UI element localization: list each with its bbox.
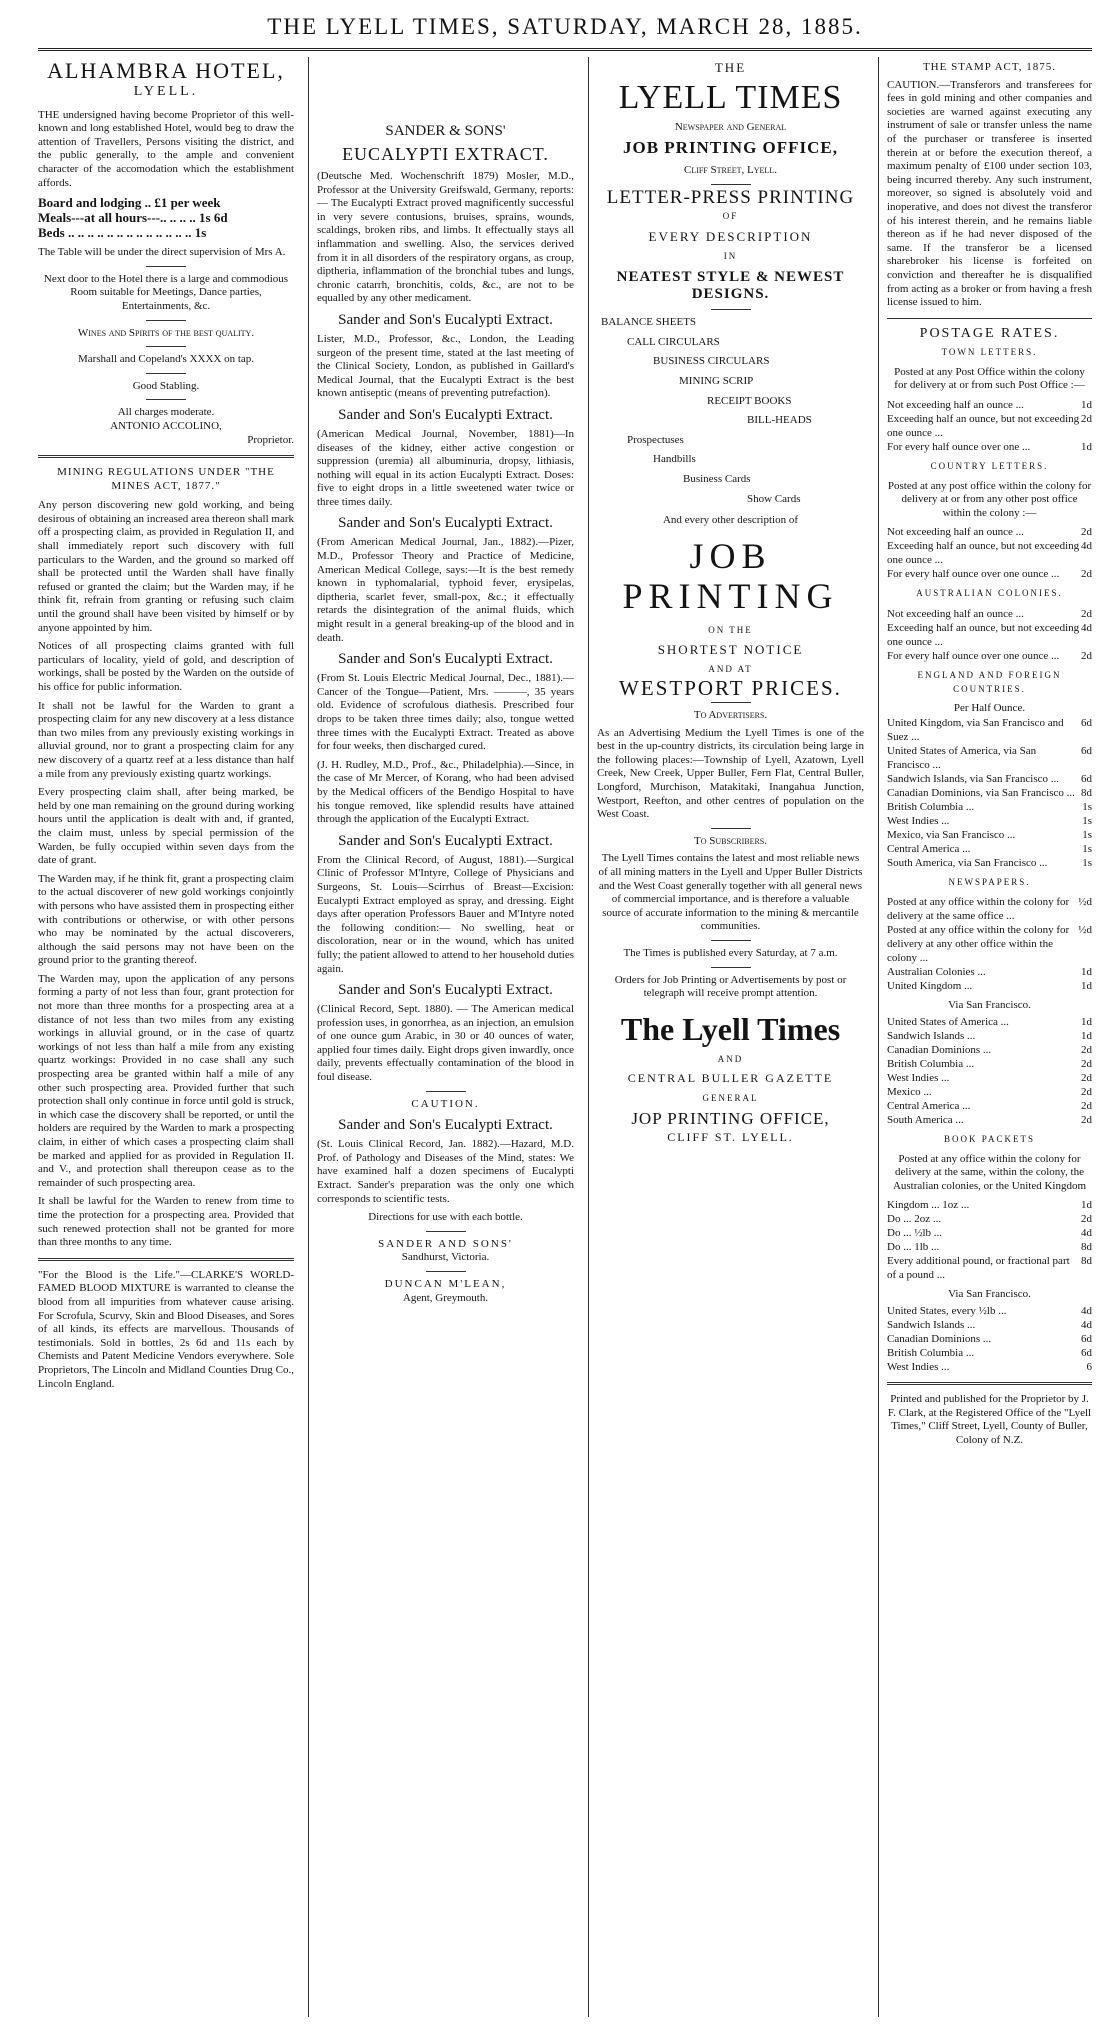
- rate-row: Exceeding half an ounce, but not exceeding one ounce ... 2d: [887, 413, 1092, 440]
- rate-row: Canadian Dominions ... 2d: [887, 1044, 1092, 1056]
- service-business-cards: Business Cards: [683, 472, 751, 485]
- rate-row: United States, every ½lb ... 4d: [887, 1304, 1092, 1317]
- hotel-place: LYELL.: [133, 84, 199, 99]
- eucalypti-subheading: Sander and Son's Eucalypti Extract.: [338, 651, 553, 668]
- on-the-label: ON THE: [708, 624, 753, 635]
- stabling-note: Good Stabling.: [132, 379, 200, 392]
- rate-row: Australian Colonies ... 1d: [887, 966, 1092, 979]
- divider: [426, 1231, 466, 1232]
- and-label: AND: [717, 1053, 744, 1064]
- service-call-circulars: CALL CIRCULARS: [627, 335, 720, 348]
- agent-place: Agent, Greymouth.: [402, 1291, 489, 1304]
- eucalypti-testimonial: Lister, M.D., Professor, &c., London, the Leading surgeon of the present time, stated at the last meeting of the Clinical Society, London, as published in Gaillard's Medical Journal, that the Eucalypti Extract is the best known antiseptic (means of preventing putrefaction).: [317, 332, 574, 400]
- service-prospectuses: Prospectuses: [627, 433, 684, 446]
- advertisers-text: As an Advertising Medium the Lyell Times is one of the best in the up-country districts, its circulation being large in the following places:—Township of Lyell, Azatown, Lyell Creek, New Creek, Upper Buller, Fern Flat, Central Buller, Longford, Murchison, Matakitaki, Inangahua Junction, Westport, Reefton, and other centres of population on the West Coast.: [597, 726, 864, 821]
- column-1: [38, 57, 294, 2017]
- rate-row: Kingdom ... 1oz ... 1d: [887, 1199, 1092, 1212]
- rate-row: West Indies ... 2d: [887, 1072, 1092, 1084]
- eucalypti-testimonial: (J. H. Rudley, M.D., Prof., &c., Philadelphia).—Since, in the case of Mr Mercer, of Korang, who had been advised by the Medical officers of the Bendigo Hospital to have his tongue removed, like splendid results have attained through the application of the Eucalypti Extract.: [317, 758, 574, 826]
- rate-row: West Indies ... 1s: [887, 814, 1092, 827]
- eucalypti-subheading: Sander and Son's Eucalypti Extract.: [338, 832, 553, 849]
- subscribers-heading: To Subscribers.: [693, 834, 768, 847]
- charges-note: All charges moderate.: [117, 406, 215, 419]
- england-foreign-heading: ENGLAND AND FOREIGN COUNTRIES.: [917, 670, 1062, 694]
- service-show-cards: Show Cards: [747, 492, 801, 505]
- hotel-title: ALHAMBRA HOTEL,: [47, 58, 285, 83]
- divider: [711, 828, 751, 829]
- agent-name: DUNCAN M'LEAN,: [384, 1278, 507, 1290]
- divider: [711, 184, 751, 185]
- central-buller-gazette: CENTRAL BULLER GAZETTE: [627, 1071, 834, 1086]
- mining-paragraph: It shall not be lawful for the Warden to grant a prospecting claim for any new discovery at a less distance than two miles from any previously existing workings in alluvial ground, nor to grant a prospecting claim for any new discovery of a quartz reef at a less distance than half a mile from any previously existing quartz workings.: [38, 699, 294, 780]
- divider: [711, 940, 751, 941]
- column-2: [308, 57, 574, 2017]
- directions-note: Directions for use with each bottle.: [368, 1211, 523, 1224]
- book-packets-intro: Posted at any office within the colony for delivery at the same, within the colony, the Australian colonies, or the United Kingdom: [892, 1152, 1087, 1192]
- lyell-times-title: LYELL TIMES: [618, 78, 843, 116]
- rate-row: United States of America ... 1d: [887, 1016, 1092, 1028]
- rate-row: Central America ... 2d: [887, 1100, 1092, 1112]
- rate-row: United Kingdom ... 1d: [887, 980, 1092, 993]
- divider: [887, 318, 1092, 319]
- divider: [146, 266, 186, 267]
- orders-note: Orders for Job Printing or Advertisements by post or telegraph will receive prompt attention.: [614, 973, 847, 1000]
- subscribers-text: The Lyell Times contains the latest and most reliable news of all mining matters in the Lyell and Upper Buller Districts and the West Coast generally together with all general news of commercial importance, and is therefore a valuable source of accurate information to the mining & mercantile communities.: [598, 852, 863, 933]
- mining-paragraph: Notices of all prospecting claims granted with full particulars of locality, yield of gold, and description of workings, shall be posted by the Warden on the outside of his office for public information.: [38, 640, 294, 693]
- maker-place: Sandhurst, Victoria.: [401, 1251, 490, 1264]
- rate-row: West Indies ... 6: [887, 1360, 1092, 1373]
- cliff-street: CLIFF ST. LYELL.: [667, 1130, 794, 1145]
- mining-paragraph: It shall be lawful for the Warden to renew from time to time the protection for a prospecting area. Provided that such renewed protection shall not be granted for more than three months to any time.: [38, 1195, 294, 1249]
- postage-rates-heading: POSTAGE RATES.: [919, 325, 1060, 341]
- mining-paragraph: The Warden may, if he think fit, grant a prospecting claim to the actual discoverer of new gold workings conjointly with persons who have assisted them in prospecting either with contributions or otherwise, or with other persons who may be nominated by the actual discoverers, although the said persons may not have been on the ground prior to the granting thereof.: [38, 872, 294, 967]
- rate-row: Posted at any office within the colony for delivery at any other office within the colony ... ½d: [887, 924, 1092, 965]
- westport-prices: WESTPORT PRICES.: [619, 676, 842, 701]
- lyell-times-the: THE: [714, 60, 747, 75]
- rate-row: Canadian Dominions ... 6d: [887, 1332, 1092, 1345]
- neatest-style: NEATEST STYLE & NEWEST DESIGNS.: [616, 269, 845, 303]
- job-printing-heading: JOB PRINTING: [622, 535, 839, 616]
- rate-row: British Columbia ... 2d: [887, 1058, 1092, 1070]
- rate-row: Mexico, via San Francisco ... 1s: [887, 828, 1092, 841]
- rate-row: South America ... 2d: [887, 1114, 1092, 1126]
- meeting-room-note: Next door to the Hotel there is a large and commodious Room suitable for Meetings, Dance parties, Entertainments, &c.: [43, 272, 289, 312]
- divider: [711, 967, 751, 968]
- stamp-act-heading: THE STAMP ACT, 1875.: [922, 61, 1057, 73]
- via-san-francisco-heading: Via San Francisco.: [948, 999, 1031, 1012]
- advertisers-heading: To Advertisers.: [693, 709, 768, 722]
- imprint: Printed and published for the Proprietor by J. F. Clark, at the Registered Office of the "Lyell Times," Cliff Street, Lyell, County of Buller, Colony of N.Z.: [887, 1392, 1092, 1446]
- and-at-label: AND AT: [708, 663, 753, 674]
- eucalypti-testimonial: From the Clinical Record, of August, 1881).—Surgical Clinic of Professor M'Intyre, College of Physicians and Surgeons, St. Louis—Scirrhus of Breast—Excision: Eucalypti Extract employed as spray, and dressing. Eight days after operation Professors Bauer and M'Intyre noted the following condition:— No swelling, heat or discoloration, near or in the wound, which has united fully; the patient allowed to attend to her household duties again.: [317, 853, 574, 975]
- divider: [887, 1382, 1092, 1385]
- divider: [146, 320, 186, 321]
- rate-row: For every half ounce over one ounce ... 2d: [887, 568, 1092, 581]
- blood-mixture-ad: "For the Blood is the Life."—CLARKE'S WORLD-FAMED BLOOD MIXTURE is warranted to cleanse the blood from all impurities from whatever cause arising. For Scrofula, Scurvy, Skin and Blood Diseases, and Sores of all kinds, its effects are marvellous. Thousands of testimonials. Sold in bottles, 2s 6d and 11s each by Chemists and Patent Medicine Vendors everywhere. Sole Proprietors, The Lincoln and Midland Counties Drug Co., Lincoln England.: [38, 1268, 294, 1390]
- jop-printing-office: JOP PRINTING OFFICE,: [631, 1108, 830, 1128]
- per-half-ounce: Per Half Ounce.: [953, 702, 1026, 715]
- town-letters-heading: TOWN LETTERS.: [941, 347, 1038, 358]
- wines-note: Wines and Spirits of the best quality.: [77, 326, 255, 339]
- eucalypti-subheading: Sander and Son's Eucalypti Extract.: [338, 515, 553, 532]
- rate-row: Central America ... 1s: [887, 842, 1092, 855]
- proprietor-title: Proprietor.: [247, 433, 294, 446]
- rate-row: Every additional pound, or fractional part of a pound ... 8d: [887, 1255, 1092, 1282]
- eucalypti-subheading: Sander and Son's Eucalypti Extract.: [338, 311, 553, 328]
- mining-paragraph: The Warden may, upon the application of any persons forming a party of not less than four, grant protection for not more than three months for a prospecting area at a distance of not less than two miles from any existing workings in alluvial ground, or in the case of quartz workings of not less than half a mile from any existing quartz workings: Provided in no case shall any such prospecting area be granted within half a mile of any other such prospecting area. Provided further that such protection shall only continue in force until gold is struck, in which case the discovery shall be reported, or until the holders are required by the Warden to mark a prospecting claim, in either of which cases a prospecting claim shall be marked and applied for as provided in Regulation II. and V., and protection shall thereupon cease as to the remainder of such prospecting area.: [38, 972, 294, 1189]
- divider: [426, 1271, 466, 1272]
- service-handbills: Handbills: [653, 453, 696, 466]
- rate-row: Not exceeding half an ounce ... 2d: [887, 526, 1092, 539]
- of-label: OF: [722, 211, 739, 222]
- proprietor-name: ANTONIO ACCOLINO,: [110, 419, 222, 432]
- mining-paragraph: Any person discovering new gold working, and being desirous of obtaining an increased area thereon shall mark off a prospecting claim, as provided in Regulation II, and shall immediately report such discovery with full particulars to the Warden, and the ground so marked off shall be protected until the Warden shall have finally refused or granted the claim; but the Warden may, if he think fit, refrain from granting or refusing such claim until the ground shall have been visited by himself or by anyone appointed by him.: [38, 499, 294, 634]
- rate-row: Sandwich Islands ... 4d: [887, 1318, 1092, 1331]
- divider: [38, 1258, 294, 1261]
- every-other: And every other description of: [662, 514, 798, 527]
- rate-row: Mexico ... 2d: [887, 1086, 1092, 1098]
- eucalypti-title-1: SANDER & SONS': [385, 123, 506, 139]
- eucalypti-testimonial: (Deutsche Med. Wochenschrift 1879) Mosler, M.D., Professor at the University Greifswald, Germany, reports:— The Eucalypti Extract proved magnificently successful in very severe contusions, bruises, sprains, wounds, scaldings, broken ribs, and limbs. It effectually stays all inflammation and swelling. Also, the services derived from it in all disorders of the respiratory organs, as croup, diptheria, inflammation of the bronchial tubes and lungs, chronic catarrh, bronchitis, colds, &c., are not to be equalled by any other medicament.: [317, 170, 574, 305]
- rate-row: For every half ounce over one ... 1d: [887, 441, 1092, 454]
- rate-row: Sandwich Islands ... 1d: [887, 1030, 1092, 1042]
- mining-title: MINING REGULATIONS UNDER "THE MINES ACT, 1877.": [57, 466, 275, 492]
- rate-row: Do ... ½lb ... 4d: [887, 1227, 1092, 1240]
- eucalypti-testimonial: (From American Medical Journal, Jan., 1882).—Pizer, M.D., Professor Theory and Practice of Medicine, American Medical College, says:—It is the best remedy known in typhomalarial, typhoid fever, erysipelas, diptheria, scarlet fever, small-pox, &c.; it effectually retards the disintegration of the animal fluids, which might result in a general breaking-up of the blood and in death.: [317, 536, 574, 644]
- service-receipt-books: RECEIPT BOOKS: [707, 394, 792, 407]
- rate-row: Not exceeding half an ounce ... 1d: [887, 399, 1092, 412]
- eucalypti-testimonial: (St. Louis Clinical Record, Jan. 1882).—Hazard, M.D. Prof. of Pathology and Diseases of the Mind, states: We have examined half a dozen specimens of Eucalypti Extract. Sander's preparation was the only one which corresponds to scientific tests.: [317, 1138, 574, 1205]
- rate-row: South America, via San Francisco ... 1s: [887, 856, 1092, 869]
- eucalypti-testimonial: (Clinical Record, Sept. 1880). — The American medical profession uses, in gonorrhea, as an injection, an emulsion of one ounce gum Arabic, in 30 or 40 ounces of water, applied four times daily. Eight drops given inwardly, once daily, prevents effectually contamination of the blood in foul disease.: [317, 1003, 574, 1084]
- divider: [711, 309, 751, 310]
- service-business-circulars: BUSINESS CIRCULARS: [653, 355, 770, 368]
- job-printing-office: JOB PRINTING OFFICE,: [622, 138, 839, 158]
- divider: [38, 455, 294, 458]
- rate-row: British Columbia ... 1s: [887, 800, 1092, 813]
- beds-rate: Beds .. .. .. .. .. .. .. .. .. .. .. .. .. 1s: [38, 225, 207, 241]
- column-4: [878, 57, 1092, 2017]
- meals-rate: Meals---at all hours---.. .. .. .. 1s 6d: [38, 210, 228, 226]
- mining-paragraph: Every prospecting claim shall, after being marked, be held by one man remaining on the ground during working hours until the application is dealt with and, if granted, the claim must, unless by special permission of the Warden, be fully occupied within seven days from the date of grant.: [38, 786, 294, 867]
- divider: [426, 1091, 466, 1092]
- rate-row: For every half ounce over one ounce ... 2d: [887, 650, 1092, 663]
- newspaper-subtitle: Newspaper and General: [674, 120, 787, 133]
- hotel-intro: THE undersigned having become Proprietor of this well-known and long established Hotel, would beg to draw the attention of Travellers, Persons visiting the district, and the public generally, to the ample and convenient character of the accomodation which the establishment affords.: [38, 108, 294, 189]
- lyell-times-footer-title: The Lyell Times: [620, 1010, 841, 1047]
- every-description: EVERY DESCRIPTION: [648, 228, 813, 244]
- publication-note: The Times is published every Saturday, at 7 a.m.: [623, 946, 838, 959]
- via-san-francisco-heading-2: Via San Francisco.: [948, 1288, 1031, 1301]
- caution-heading: CAUTION.: [411, 1097, 480, 1110]
- eucalypti-subheading: Sander and Son's Eucalypti Extract.: [338, 982, 553, 999]
- rate-row: United Kingdom, via San Francisco and Suez ... 6d: [887, 716, 1092, 743]
- australian-colonies-heading: AUSTRALIAN COLONIES.: [916, 588, 1063, 599]
- ale-note: Marshall and Copeland's XXXX on tap.: [77, 353, 255, 366]
- rate-row: Posted at any office within the colony for delivery at the same office ... ½d: [887, 896, 1092, 923]
- letterpress-heading: LETTER-PRESS PRINTING: [606, 186, 855, 208]
- rate-row: British Columbia ... 6d: [887, 1346, 1092, 1359]
- masthead: THE LYELL TIMES, SATURDAY, MARCH 28, 1885.: [38, 14, 1092, 51]
- columns: [38, 57, 1092, 2017]
- eucalypti-testimonial: (American Medical Journal, November, 1881)—In diseases of the kidney, either active congestion or suppression (uremia) all albuminuria, dropsy, lithiasis, nothing will equal in its action Eucalypti Extract. Doses: five to eight drops in a little sweetened water twice or three times daily.: [317, 427, 574, 508]
- newspapers-heading: NEWSPAPERS.: [948, 876, 1031, 887]
- rate-row: Canadian Dominions, via San Francisco ... 8d: [887, 786, 1092, 799]
- table-note: The Table will be under the direct supervision of Mrs A.: [38, 246, 286, 259]
- general-label: GENERAL: [702, 1092, 759, 1103]
- column-3: [588, 57, 864, 2017]
- book-packets-heading: BOOK PACKETS: [944, 1134, 1035, 1144]
- divider: [146, 346, 186, 347]
- eucalypti-testimonial: (From St. Louis Electric Medical Journal, Dec., 1881).—Cancer of the Tongue—Patient, Mrs. ———, 35 years old. Evidence of scrofulous diathesis. Prescribed four drops to be taken three times daily; also, tongue wetted three times with the Eucalypti Extract. Treated as above for four weeks, then discharged cured.: [317, 672, 574, 753]
- country-letters-intro: Posted at any post office within the colony for delivery at or from any other post office within the colony :—: [887, 479, 1092, 519]
- stamp-act-text: CAUTION.—Transferors and transferees for fees in gold mining and other companies and societies are warned against executing any instrument of sale or transfer unless the name of the purchaser or transferee is inserted therein at or before the execution thereof, a maximum penalty of £100 under section 103, being incurred thereby. Any such instrument, moreover, so signed is absolutely void and inoperative, and does not divest the transferor of his interest therein, and he remains liable thereon as if he had never disposed of the same. If the transferor be a licensed sharebroker his license is forfeited on conviction and thereafter he is disqualified from acting as a broker or from having a fresh license issued to him.: [887, 78, 1092, 309]
- divider: [146, 399, 186, 400]
- town-letters-intro: Posted at any Post Office within the colony for delivery at or from such Post Office :—: [894, 365, 1085, 392]
- rate-row: Exceeding half an ounce, but not exceeding one ounce ... 4d: [887, 622, 1092, 649]
- in-label: IN: [723, 250, 738, 261]
- rate-row: Do ... 2oz ... 2d: [887, 1213, 1092, 1226]
- service-mining-scrip: MINING SCRIP: [679, 374, 754, 387]
- rate-row: Sandwich Islands, via San Francisco ... 6d: [887, 772, 1092, 785]
- country-letters-heading: COUNTRY LETTERS.: [930, 461, 1049, 472]
- maker-name: SANDER AND SONS': [378, 1237, 513, 1250]
- rate-row: Not exceeding half an ounce ... 2d: [887, 608, 1092, 621]
- service-bill-heads: BILL-HEADS: [747, 414, 812, 427]
- divider: [711, 702, 751, 703]
- board-rate: Board and lodging .. £1 per week: [38, 195, 221, 211]
- eucalypti-subheading: Sander and Son's Eucalypti Extract.: [338, 406, 553, 423]
- shortest-notice: SHORTEST NOTICE: [657, 642, 804, 658]
- rate-row: United States of America, via San Francisco ... 6d: [887, 744, 1092, 771]
- eucalypti-title-2: EUCALYPTI EXTRACT.: [342, 144, 549, 164]
- eucalypti-subheading: Sander and Son's Eucalypti Extract.: [338, 1117, 553, 1134]
- rate-row: Exceeding half an ounce, but not exceeding one ounce ... 4d: [887, 540, 1092, 567]
- street-address: Cliff Street, Lyell.: [684, 164, 777, 177]
- divider: [146, 373, 186, 374]
- rate-row: Do ... 1lb ... 8d: [887, 1241, 1092, 1254]
- service-balance-sheets: BALANCE SHEETS: [601, 316, 697, 329]
